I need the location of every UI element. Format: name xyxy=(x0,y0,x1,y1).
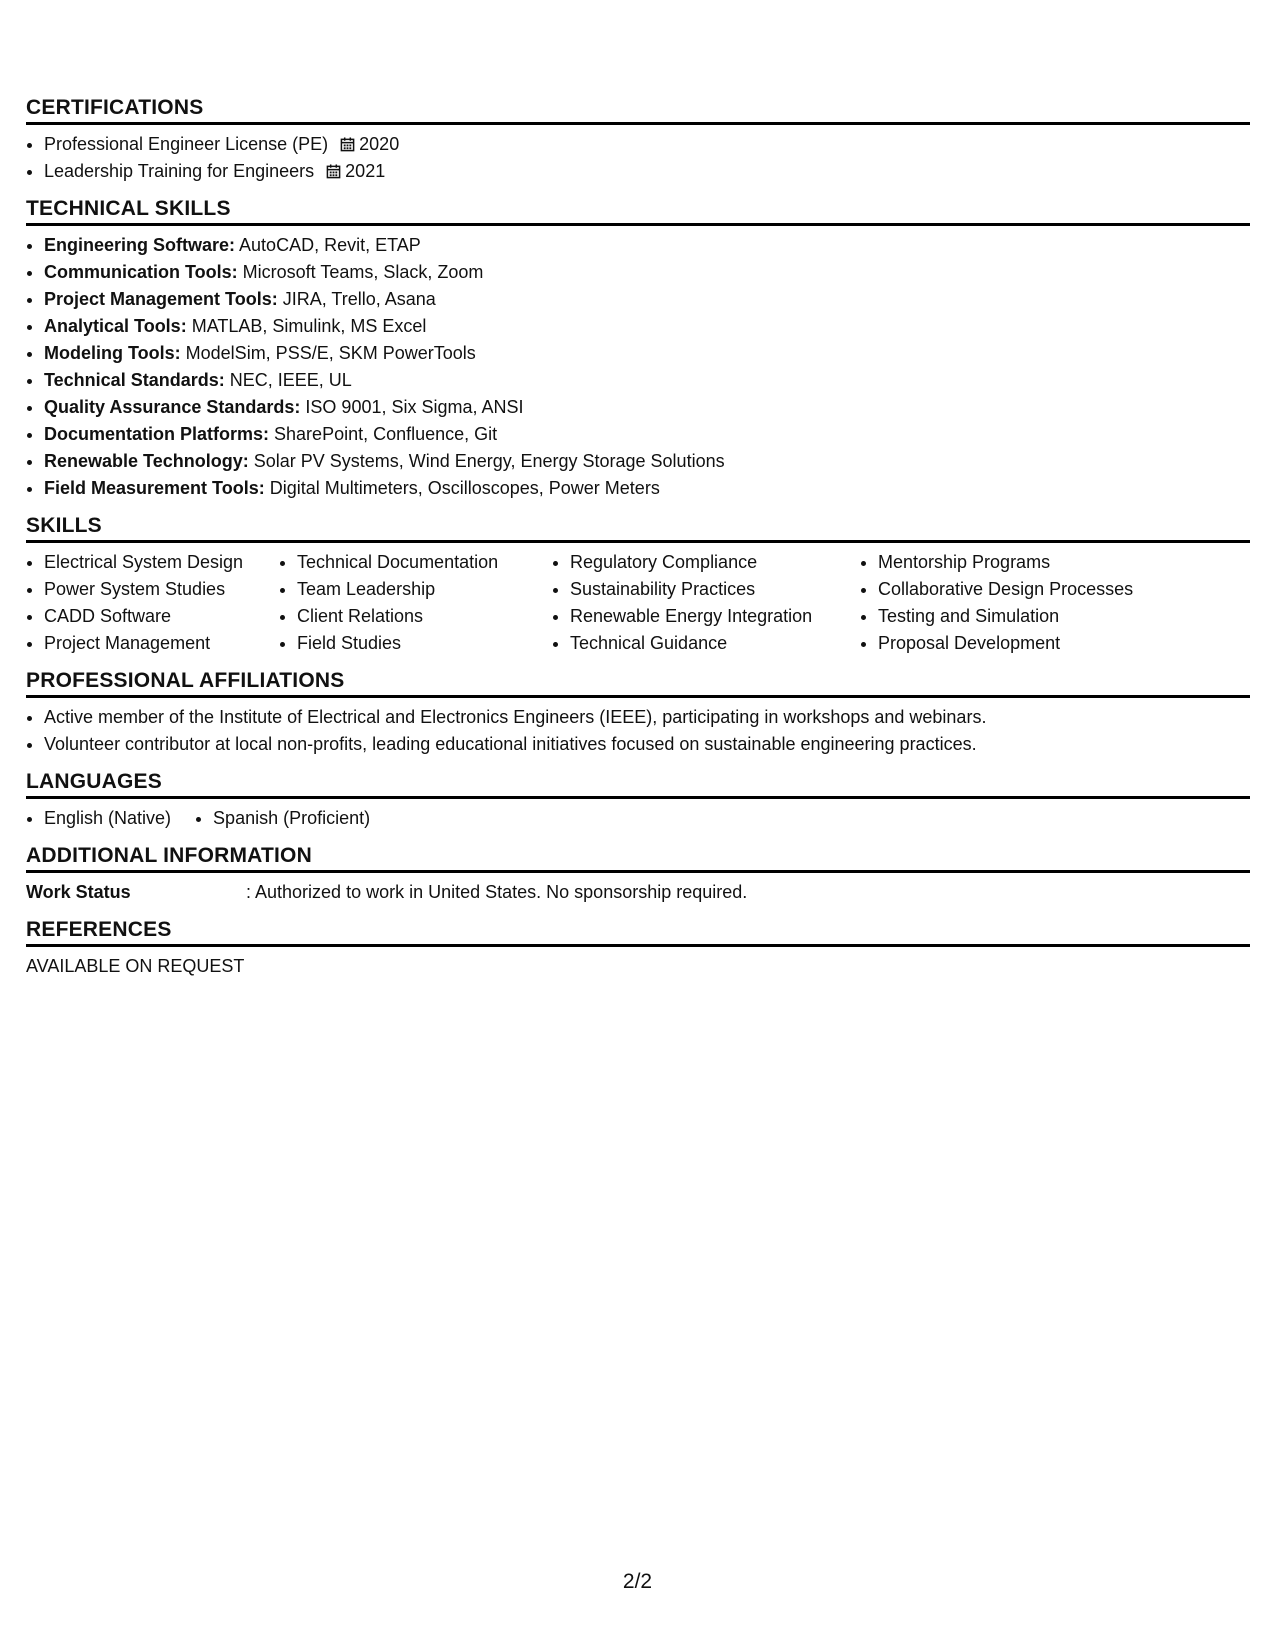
list-item: • Team Leadership xyxy=(297,576,552,603)
skills-column xyxy=(279,549,552,657)
list-item: • Mentorship Programs xyxy=(878,549,1208,576)
skills-column xyxy=(552,549,860,657)
skill-category: Analytical Tools: xyxy=(44,316,187,336)
page-number: 2/2 xyxy=(622,1570,653,1593)
skill-values: MATLAB, Simulink, MS Excel xyxy=(186,316,427,336)
additional-info-heading: ADDITIONAL INFORMATION xyxy=(26,844,1250,873)
list-item: • Spanish (Proficient) xyxy=(213,805,370,832)
additional-info-section xyxy=(26,844,1250,906)
certification-year: 2020 xyxy=(359,134,400,154)
certification-name: Professional Engineer License (PE) xyxy=(44,134,329,154)
list-item: • Project Management xyxy=(44,630,279,657)
skill-values: AutoCAD, Revit, ETAP xyxy=(235,235,421,255)
skill-category: Communication Tools: xyxy=(44,262,238,282)
list-item xyxy=(44,475,1250,502)
list-item xyxy=(44,232,1250,259)
list-item: • Renewable Energy Integration xyxy=(570,603,860,630)
list-item xyxy=(44,421,1250,448)
list-item: • Sustainability Practices xyxy=(570,576,860,603)
skill-values: Digital Multimeters, Oscilloscopes, Power Meters xyxy=(264,478,660,498)
skill-category: Technical Standards: xyxy=(44,370,225,390)
list-item xyxy=(44,367,1250,394)
skills-heading: SKILLS xyxy=(26,514,1250,543)
skills-column xyxy=(26,549,279,657)
references-heading: REFERENCES xyxy=(26,918,1250,947)
list-item xyxy=(44,259,1250,286)
list-item: • Technical Documentation xyxy=(297,549,552,576)
skill-values: JIRA, Trello, Asana xyxy=(277,289,436,309)
list-item xyxy=(44,131,1250,158)
list-item xyxy=(44,340,1250,367)
list-item: • Power System Studies xyxy=(44,576,279,603)
affiliations-list xyxy=(26,704,1250,758)
skill-category: Modeling Tools: xyxy=(44,343,181,363)
skill-category: Quality Assurance Standards: xyxy=(44,397,301,417)
work-status-label: Work Status xyxy=(26,882,131,902)
languages-list xyxy=(195,805,370,832)
skill-values: SharePoint, Confluence, Git xyxy=(269,424,498,444)
affiliations-section xyxy=(26,669,1250,758)
list-item: • Volunteer contributor at local non-profits, leading educational initiatives focused on sustainable engineering practices. xyxy=(44,731,1250,758)
skill-values: Solar PV Systems, Wind Energy, Energy Storage Solutions xyxy=(248,451,725,471)
languages-list xyxy=(26,805,171,832)
skill-values: ISO 9001, Six Sigma, ANSI xyxy=(300,397,524,417)
skills-column xyxy=(860,549,1208,657)
list-item: • Collaborative Design Processes xyxy=(878,576,1208,603)
languages-row xyxy=(26,805,1250,832)
references-text: AVAILABLE ON REQUEST xyxy=(26,956,245,976)
list-item: • English (Native) xyxy=(44,805,171,832)
calendar-icon xyxy=(326,164,341,179)
list-item: • Technical Guidance xyxy=(570,630,860,657)
work-status-row xyxy=(26,879,1250,906)
skill-values: ModelSim, PSS/E, SKM PowerTools xyxy=(180,343,476,363)
skill-values: Microsoft Teams, Slack, Zoom xyxy=(237,262,484,282)
skill-values: NEC, IEEE, UL xyxy=(224,370,352,390)
list-item xyxy=(44,448,1250,475)
certification-year: 2021 xyxy=(345,161,386,181)
skill-category: Renewable Technology: xyxy=(44,451,249,471)
certifications-section xyxy=(26,96,1250,185)
list-item xyxy=(44,286,1250,313)
list-item: • CADD Software xyxy=(44,603,279,630)
calendar-icon xyxy=(340,137,355,152)
technical-skills-section xyxy=(26,197,1250,502)
work-status-value: : Authorized to work in United States. No sponsorship required. xyxy=(246,882,748,902)
skill-category: Project Management Tools: xyxy=(44,289,278,309)
resume-page xyxy=(26,96,1250,992)
skill-category: Documentation Platforms: xyxy=(44,424,270,444)
list-item: • Regulatory Compliance xyxy=(570,549,860,576)
certifications-heading: CERTIFICATIONS xyxy=(26,96,1250,125)
list-item xyxy=(44,158,1250,185)
skill-category: Field Measurement Tools: xyxy=(44,478,265,498)
technical-skills-list xyxy=(26,232,1250,502)
affiliations-heading: PROFESSIONAL AFFILIATIONS xyxy=(26,669,1250,698)
technical-skills-heading: TECHNICAL SKILLS xyxy=(26,197,1250,226)
skills-section xyxy=(26,514,1250,657)
list-item: • Active member of the Institute of Electrical and Electronics Engineers (IEEE), participating in workshops and webinars. xyxy=(44,704,1250,731)
list-item xyxy=(44,313,1250,340)
list-item: • Client Relations xyxy=(297,603,552,630)
list-item: • Proposal Development xyxy=(878,630,1208,657)
references-section xyxy=(26,918,1250,980)
skills-grid xyxy=(26,549,1250,657)
skill-category: Engineering Software: xyxy=(44,235,236,255)
certification-name: Leadership Training for Engineers xyxy=(44,161,315,181)
list-item: • Electrical System Design xyxy=(44,549,279,576)
list-item: • Field Studies xyxy=(297,630,552,657)
list-item: • Testing and Simulation xyxy=(878,603,1208,630)
list-item xyxy=(44,394,1250,421)
languages-heading: LANGUAGES xyxy=(26,770,1250,799)
certifications-list xyxy=(26,131,1250,185)
languages-section xyxy=(26,770,1250,832)
